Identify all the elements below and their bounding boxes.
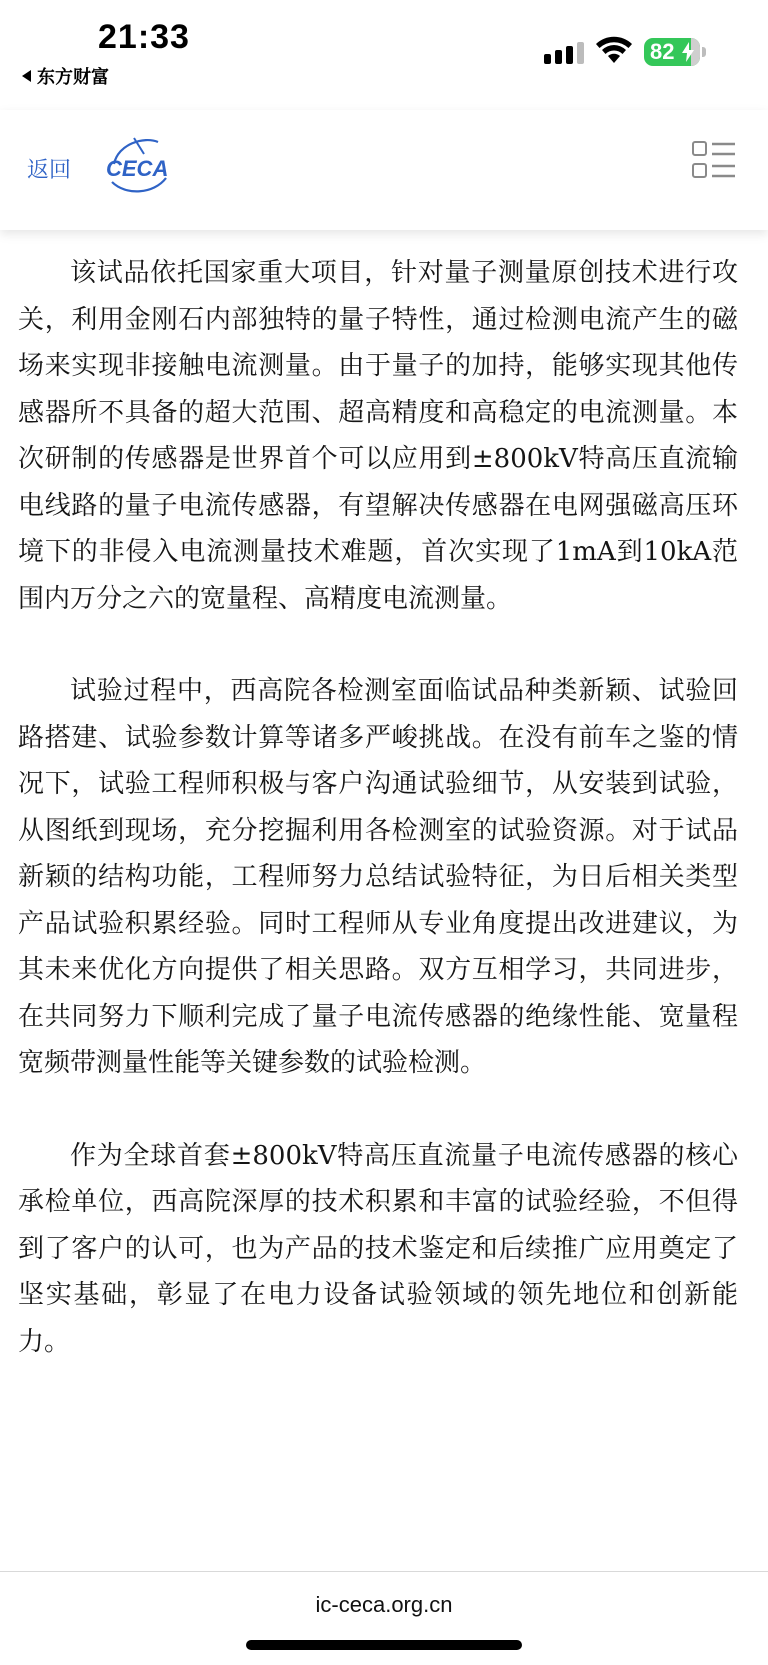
article-paragraph: 试验过程中，西高院各检测室面临试品种类新颖、试验回路搭建、试验参数计算等诸多严峻挑战。在没有前车之鉴的情况下，试验工程师积极与客户沟通试验细节，从安装到试验，从图纸到现场，充分挖掘利用各检测室的试验资源。对于试品新颖的结构功能，工程师努力总结试验特征，为日后相关类型产品试验积累经验。同时工程师从专业角度提出改进建议，为其未来优化方向提供了相关思路。双方互相学习，共同进步，在共同努力下顺利完成了量子电流传感器的绝缘性能、宽量程宽频带测量性能等关键参数的试验检测。 <box>18 676 738 1078</box>
article-paragraph: 该试品依托国家重大项目，针对量子测量原创技术进行攻关，利用金刚石内部独特的量子特性，通过检测电流产生的磁场来实现非接触电流测量。由于量子的加持，能够实现其他传感器所不具备的超大范围、超高精度和高稳定的电流测量。本次研制的传感器是世界首个可以应用到±800kV特高压直流输电线路的量子电流传感器，有望解决传感器在电网强磁高压环境下的非侵入电流测量技术难题，首次实现了1mA到10kA范围内万分之六的宽量程、高精度电流测量。 <box>18 258 738 614</box>
back-button[interactable]: 返回 <box>27 158 72 183</box>
battery-charging-icon <box>644 38 700 66</box>
back-to-app-link[interactable] <box>22 63 109 89</box>
back-triangle-icon <box>22 70 31 82</box>
url-bar[interactable]: ic-ceca.org.cn <box>315 1592 453 1617</box>
cellular-signal-icon <box>544 42 584 64</box>
article-body <box>18 250 738 1411</box>
article-paragraph: 作为全球首套±800kV特高压直流量子电流传感器的核心承检单位，西高院深厚的技术积累和丰富的试验经验，不但得到了客户的认可，也为产品的技术鉴定和后续推广应用奠定了坚实基础，彰显了在电力设备试验领域的领先地位和创新能力。 <box>18 1140 738 1357</box>
menu-list-icon[interactable] <box>692 138 736 182</box>
battery-level: 82 <box>650 39 675 64</box>
home-indicator[interactable] <box>246 1640 522 1650</box>
page-header <box>0 110 768 230</box>
back-app-label: 东方财富 <box>37 67 109 88</box>
status-bar <box>0 0 768 100</box>
ceca-logo[interactable] <box>104 134 174 198</box>
wifi-icon <box>595 35 633 65</box>
bottom-divider <box>0 1571 768 1572</box>
logo-text: CECA <box>106 156 169 181</box>
charging-bolt-icon <box>682 42 694 62</box>
battery-cap <box>702 47 706 57</box>
status-time: 21:33 <box>98 18 190 56</box>
